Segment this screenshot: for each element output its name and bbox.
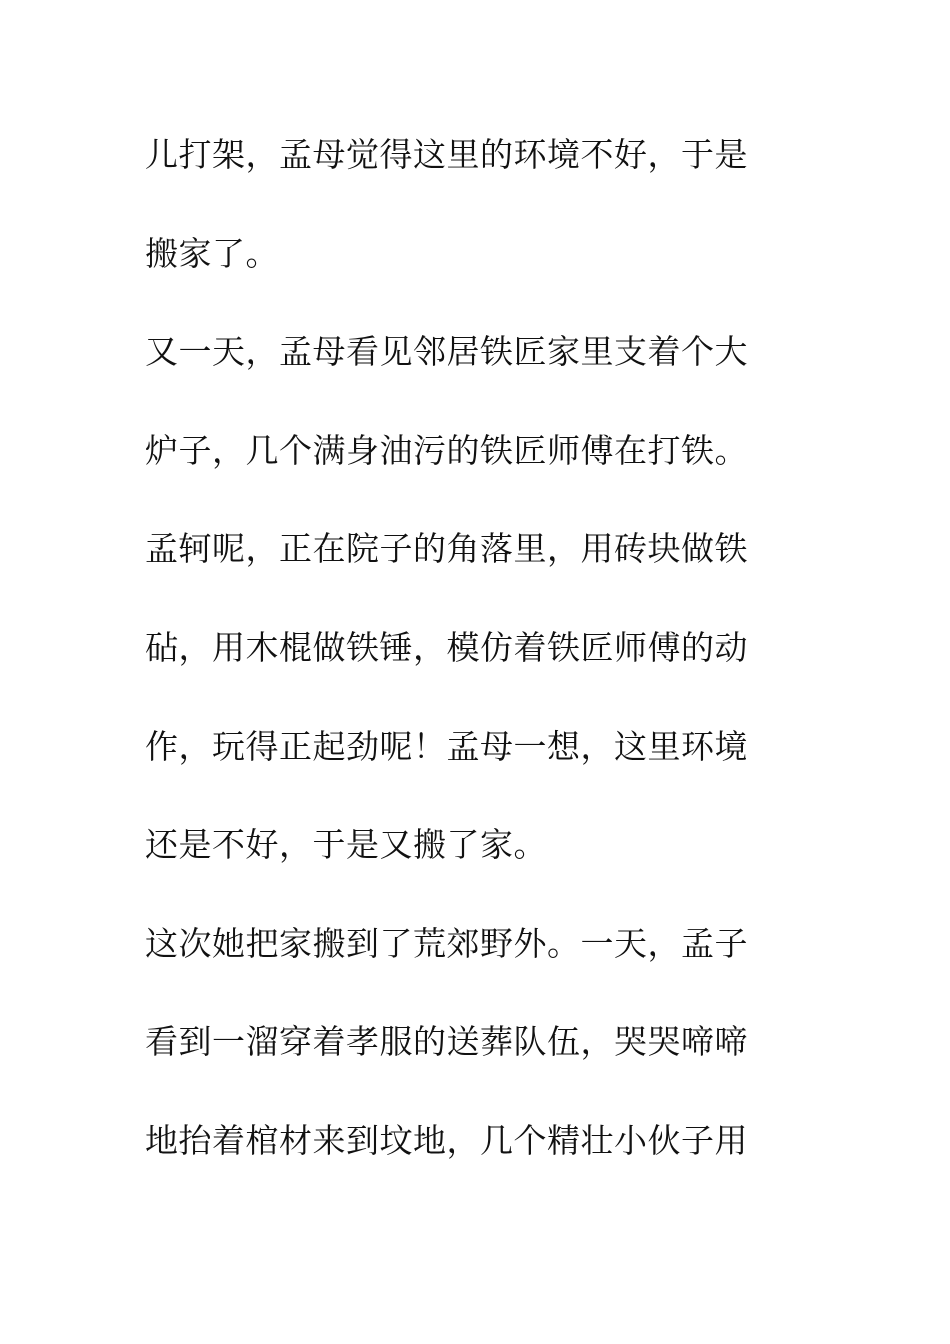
text-line: 炉子，几个满身油污的铁匠师傅在打铁。 — [145, 430, 748, 470]
text-line: 搬家了。 — [145, 233, 279, 273]
text-line: 看到一溜穿着孝服的送葬队伍，哭哭啼啼 — [145, 1022, 748, 1062]
text-line: 还是不好，于是又搬了家。 — [145, 825, 547, 865]
text-line: 儿打架，孟母觉得这里的环境不好，于是 — [145, 135, 748, 174]
text-line: 孟轲呢，正在院子的角落里，用砖块做铁 — [145, 529, 748, 569]
text-line: 地抬着棺材来到坟地，几个精壮小伙子用 — [145, 1120, 748, 1160]
text-line: 又一天，孟母看见邻居铁匠家里支着个大 — [145, 332, 748, 372]
text-line: 这次她把家搬到了荒郊野外。一天，孟子 — [145, 923, 748, 963]
text-line: 作，玩得正起劲呢！孟母一想，这里环境 — [145, 726, 748, 766]
text-line: 砧，用木棍做铁锤，模仿着铁匠师傅的动 — [145, 627, 748, 667]
body-text — [145, 124, 810, 1209]
